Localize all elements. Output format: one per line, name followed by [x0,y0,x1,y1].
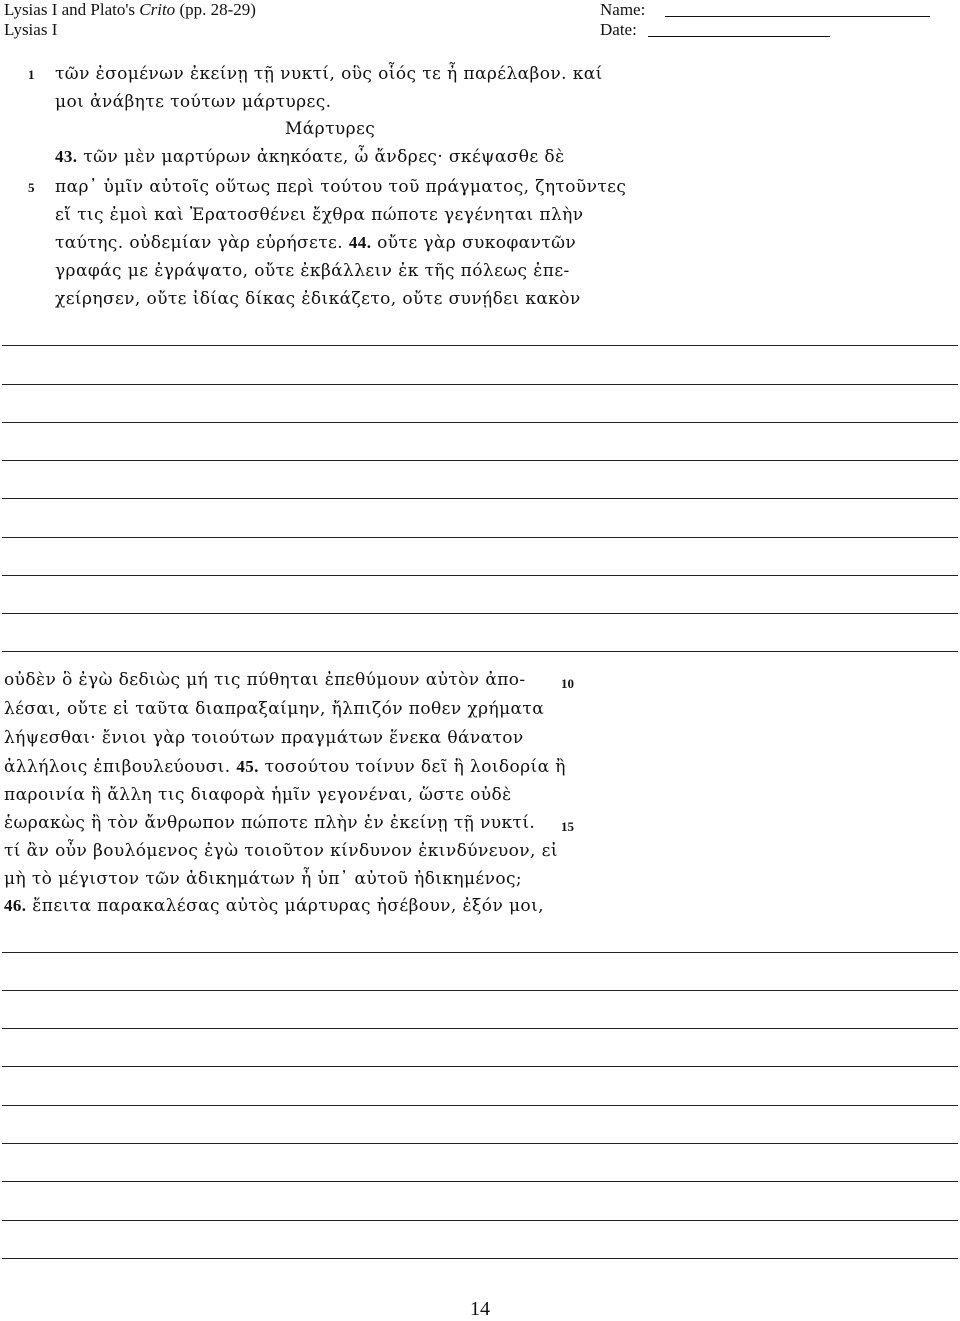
greek-line: παροινία ἢ ἄλλη τις διαφορὰ ἡμῖν γεγονέναι, ὥστε οὐδὲ [4,785,512,805]
greek-line [55,147,575,167]
greek-line-text: τῶν μὲν μαρτύρων ἀκηκόατε, ὦ ἄνδρες· σκέψασθε δὲ [83,147,565,167]
writing-line[interactable] [2,498,958,499]
writing-line[interactable] [2,1105,958,1106]
line-number: 15 [561,819,574,834]
writing-line[interactable] [2,952,958,953]
name-label: Name: [600,0,646,19]
writing-line[interactable] [2,537,958,538]
greek-line-text: ἀλλήλοις ἐπιβουλεύουσι. [4,757,231,777]
writing-line[interactable] [2,1181,958,1182]
greek-line: ἑωρακὼς ἢ τὸν ἄνθρωπον πώποτε πλὴν ἐν ἐκείνῃ τῇ νυκτί. [4,813,536,833]
writing-line[interactable] [2,613,958,614]
line-number: 5 [28,180,35,195]
section-number: 44. [348,233,372,252]
greek-line-text: ταύτης. οὐδεμίαν γὰρ εὑρήσετε. [55,233,344,253]
page-number: 14 [470,1298,490,1320]
greek-line [4,896,544,916]
line-number: 10 [561,676,574,691]
name-field[interactable] [665,16,930,17]
writing-line[interactable] [2,1066,958,1067]
greek-line: εἴ τις ἐμοὶ καὶ Ἐρατοσθένει ἔχθρα πώποτε γεγένηται πλὴν [55,205,584,225]
title-italic: Crito [139,0,176,19]
greek-line: μοι ἀνάβητε τούτων μάρτυρες. [55,92,332,112]
writing-line[interactable] [2,345,958,346]
writing-line[interactable] [2,460,958,461]
writing-line[interactable] [2,1220,958,1221]
title-prefix: Lysias I and Plato's [4,0,140,19]
greek-line: μὴ τὸ μέγιστον τῶν ἀδικημάτων ἦ ὑπ᾽ αὐτοῦ ἠδικημένος; [4,869,523,889]
writing-line[interactable] [2,1143,958,1144]
writing-line[interactable] [2,575,958,576]
section-number: 43. [55,147,78,166]
greek-line: τῶν ἐσομένων ἐκείνῃ τῇ νυκτί, οὓς οἷός τε ἦ παρέλαβον. καί [55,64,603,84]
greek-line: τί ἂν οὖν βουλόμενος ἐγὼ τοιοῦτον κίνδυνον ἐκινδύνευον, εἰ [4,841,558,861]
writing-line[interactable] [2,1258,958,1259]
worksheet-subtitle: Lysias I [4,20,58,39]
writing-line[interactable] [2,651,958,652]
section-number: 45. [236,757,259,776]
greek-line [4,757,566,777]
line-number: 1 [28,67,35,82]
writing-line[interactable] [2,990,958,991]
title-suffix: (pp. 28-29) [175,0,256,19]
greek-line: παρ᾽ ὑμῖν αὐτοῖς οὕτως περὶ τούτου τοῦ πράγματος, ζητοῦντες [55,177,627,197]
greek-line: γραφάς με ἐγράψατο, οὔτε ἐκβάλλειν ἐκ τῆς πόλεως ἐπε- [55,261,570,281]
greek-line: λήψεσθαι· ἔνιοι γὰρ τοιούτων πραγμάτων ἕνεκα θάνατον [4,728,524,748]
greek-line-text: ἔπειτα παρακαλέσας αὐτὸς μάρτυρας ἠσέβουν, ἐξόν μοι, [32,896,544,916]
section-number: 46. [4,896,27,915]
date-label: Date: [600,20,637,39]
greek-line: οὐδὲν ὃ ἐγὼ δεδιὼς μή τις πύθηται ἐπεθύμουν αὐτὸν ἀπο- [4,670,526,690]
greek-line [55,233,575,253]
writing-line[interactable] [2,384,958,385]
witnesses-heading: Μάρτυρες [285,119,376,139]
greek-line-text: οὔτε γὰρ συκοφαντῶν [377,233,577,253]
writing-line[interactable] [2,1028,958,1029]
date-field[interactable] [648,36,830,37]
greek-line: χείρησεν, οὔτε ἰδίας δίκας ἐδικάζετο, οὔτε συνῄδει κακὸν [55,289,581,309]
greek-line-text: τοσούτου τοίνυν δεῖ ἢ λοιδορία ἢ [264,757,566,777]
worksheet-title [4,0,256,20]
greek-line: λέσαι, οὔτε εἰ ταῦτα διαπραξαίμην, ἤλπιζόν ποθεν χρήματα [4,699,545,719]
writing-line[interactable] [2,422,958,423]
